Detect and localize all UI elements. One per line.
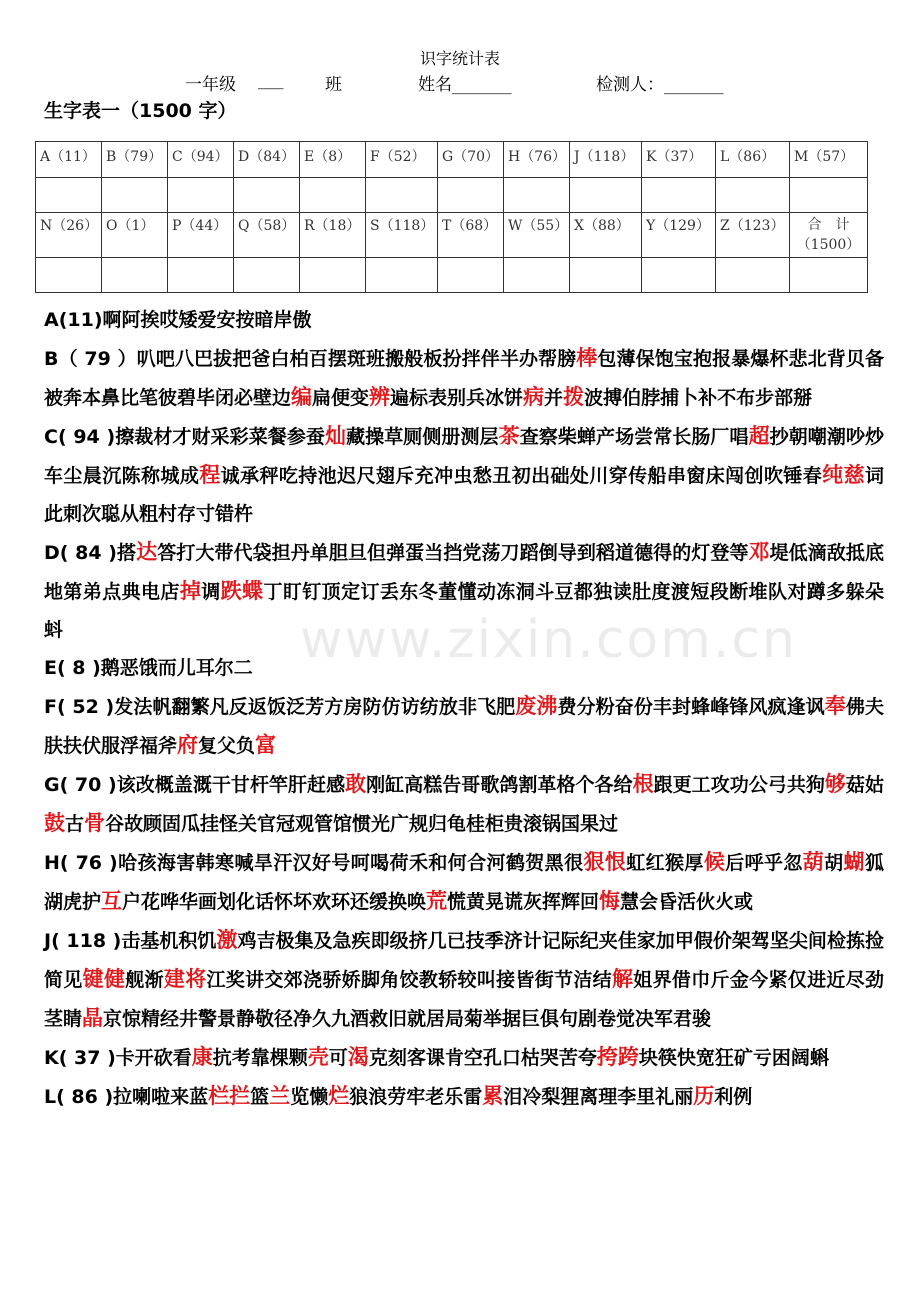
highlighted-char: 茶 (498, 423, 520, 448)
highlighted-char: 跨 (617, 1044, 639, 1069)
highlighted-char: 候 (703, 849, 726, 874)
blank-cell (716, 178, 790, 213)
highlighted-char: 恨 (604, 849, 627, 874)
letter-section (44, 301, 884, 339)
highlighted-char: 够 (824, 771, 846, 796)
blank-cell (102, 258, 168, 293)
highlighted-char: 将 (185, 966, 207, 991)
blank-cell (438, 258, 504, 293)
highlighted-char: 烂 (328, 1083, 350, 1108)
blank-cell (504, 258, 570, 293)
blank-cell (36, 258, 102, 293)
highlighted-char: 府 (177, 732, 199, 757)
highlighted-char: 康 (191, 1044, 213, 1069)
table-cell: Q（58） (234, 213, 300, 258)
blank-cell (234, 178, 300, 213)
highlighted-char: 达 (136, 539, 158, 564)
highlighted-char: 奉 (824, 693, 846, 718)
blank-cell (790, 178, 868, 213)
class-label: 班 (325, 75, 342, 95)
highlighted-char: 狠 (583, 849, 605, 874)
highlighted-char: 程 (199, 462, 221, 487)
blank-cell (790, 258, 868, 293)
table-cell: K（37） (642, 142, 716, 178)
blank-cell (300, 258, 366, 293)
total-cell (790, 213, 868, 258)
section-heading: H( 76 ) (44, 852, 118, 874)
letter-section (44, 417, 884, 533)
highlighted-char: 富 (255, 732, 277, 757)
page-title: 识字统计表 (419, 49, 500, 68)
highlighted-char: 壳 (307, 1044, 329, 1069)
highlighted-char: 渴 (347, 1044, 369, 1069)
section-heading: F( 52 ) (44, 696, 115, 718)
table-cell: T（68） (438, 213, 504, 258)
blank-cell (438, 178, 504, 213)
table-cell: L（86） (716, 142, 790, 178)
section-chars: 鹅恶饿而儿耳尔二 (100, 657, 253, 679)
highlighted-char: 激 (216, 927, 238, 952)
letter-section (44, 765, 884, 843)
table-cell: F（52） (366, 142, 438, 178)
section-heading: L( 86 ) (44, 1086, 114, 1108)
highlighted-char: 葫 (802, 849, 825, 874)
highlighted-char: 纯 (822, 462, 844, 487)
highlighted-char: 蝴 (843, 849, 865, 874)
blank-cell (570, 258, 642, 293)
table-row (36, 258, 868, 293)
highlighted-char: 灿 (324, 423, 347, 448)
highlighted-char: 辨 (369, 384, 391, 409)
table-cell: S（118） (366, 213, 438, 258)
table-cell: O（1） (102, 213, 168, 258)
blank-cell (366, 258, 438, 293)
table-cell: G（70） (438, 142, 504, 178)
highlighted-char: 跌 (220, 578, 243, 603)
total-value: （1500） (796, 237, 861, 253)
table-cell: B（79） (102, 142, 168, 178)
section-chars: 擦裁材才财采彩菜餐参蚕灿藏操草厕侧册测层茶查察柴蝉产场尝常长肠厂唱超抄朝嘲潮吵炒车尘晨沉陈称城成程诚承秤吃持池迟尺翅斥充冲虫愁丑初出础处川穿传船串窗床闯创吹锤春纯慈词此刺次聪从粗村存寸错杵 (44, 423, 885, 525)
highlighted-char: 病 (523, 384, 545, 409)
highlighted-char: 历 (693, 1083, 715, 1108)
table-row (36, 213, 868, 258)
highlighted-char: 编 (291, 384, 313, 409)
blank-cell (366, 178, 438, 213)
grade-blank: ___ (258, 70, 284, 90)
table-cell: R（18） (300, 213, 366, 258)
table-cell: N（26） (36, 213, 102, 258)
highlighted-char: 废 (515, 693, 537, 718)
letter-section (44, 339, 884, 417)
table-row (36, 142, 868, 178)
section-heading: D( 84 ) (44, 542, 117, 564)
section-chars: 哈孩海害韩寒喊旱汗汉好号呵喝荷禾和何合河鹤贺黑很狠恨虹红猴厚候后呼乎忽葫胡蝴狐湖虎护互户花哗华画划化话怀坏欢环还缓换唤荒慌黄晃谎灰挥辉回悔慧会昏活伙火或 (44, 849, 884, 913)
char-list (44, 301, 884, 1116)
highlighted-char: 挎 (596, 1044, 618, 1069)
highlighted-char: 拦 (229, 1083, 251, 1108)
section-chars: 击基机积饥激鸡吉极集及急疾即级挤几已技季济计记际纪夹佳家加甲假价架驾坚尖间检拣捡简见键健舰渐建将江奖讲交郊浇骄娇脚角饺教轿较叫接皆街节洁结解姐界借巾斤金今紧仅进近尽劲茎睛晶京惊精经井警景静敬径净久九酒救旧就居局菊举据巨俱句剧卷觉决军君骏 (44, 927, 884, 1030)
highlighted-char: 慈 (843, 462, 865, 487)
letter-section (44, 843, 884, 921)
total-label: 合 计 (807, 217, 850, 233)
highlighted-char: 根 (632, 771, 654, 796)
stats-table (35, 141, 868, 293)
section-chars: 叭吧八巴拔把爸白柏百摆斑班搬般板扮拌伴半办帮膀棒包薄保饱宝抱报暴爆杯悲北背贝备被奔本鼻比笔彼碧毕闭必壁边编扁便变辨遍标表别兵冰饼病并拨波搏伯脖捕卜补不布步部掰 (44, 345, 884, 409)
highlighted-char: 互 (101, 888, 123, 913)
table-cell: J（118） (570, 142, 642, 178)
blank-cell (504, 178, 570, 213)
section-chars: 该改概盖溉干甘杆竿肝赶感敢刚缸高糕告哥歌鸽割革格个各给根跟更工攻功公弓共狗够菇姑鼓古骨谷故顾固瓜挂怪关官冠观管馆惯光广规归龟桂柜贵滚锅国果过 (44, 771, 884, 835)
highlighted-char: 敢 (345, 771, 367, 796)
letter-section (44, 1077, 884, 1116)
section-chars: 发法帆翻繁凡反返饭泛芳方房防仿访纺放非飞肥废沸费分粉奋份丰封蜂峰锋风疯逢讽奉佛夫肤扶伏服浮福斧府复父负富 (44, 693, 884, 757)
highlighted-char: 健 (103, 966, 126, 991)
table-cell: E（8） (300, 142, 366, 178)
table-cell: D（84） (234, 142, 300, 178)
section-heading: A(11) (44, 309, 103, 331)
table-cell: M（57） (790, 142, 868, 178)
section-chars: 啊阿挨哎矮爱安按暗岸傲 (102, 309, 312, 331)
highlighted-char: 建 (163, 966, 186, 991)
blank-cell (716, 258, 790, 293)
highlighted-char: 荒 (426, 888, 448, 913)
blank-cell (234, 258, 300, 293)
highlighted-char: 累 (482, 1083, 504, 1108)
blank-cell (642, 178, 716, 213)
highlighted-char: 掉 (179, 578, 202, 603)
section-chars: 卡开砍看康抗考靠棵颗壳可渴克刻客课肯空孔口枯哭苦夸挎跨块筷快宽狂矿亏困阔蝌 (115, 1044, 829, 1069)
section-subtitle: 生字表一（1500 字） (44, 100, 237, 122)
section-heading: E( 8 ) (44, 657, 101, 679)
letter-section (44, 1038, 884, 1077)
highlighted-char: 棒 (576, 345, 598, 370)
highlighted-char: 悔 (599, 888, 621, 913)
watermark: www.zixin.com.cn (300, 610, 797, 670)
section-heading: J( 118 ) (44, 930, 122, 952)
table-cell: X（88） (570, 213, 642, 258)
blank-cell (168, 178, 234, 213)
highlighted-char: 栏 (208, 1083, 230, 1108)
highlighted-char: 蝶 (242, 578, 264, 603)
section-chars: 搭达答打大带代袋担丹单胆旦但弹蛋当挡党荡刀蹈倒导到稻道德得的灯登等邓堤低滴敌抵底地第弟点典电店掉调跌蝶丁盯钉顶定订丢东冬董懂动冻洞斗豆都独读肚度渡短段断堆队对蹲多躲朵蚪 (44, 539, 884, 641)
table-cell: H（76） (504, 142, 570, 178)
blank-cell (570, 178, 642, 213)
letter-section (44, 921, 884, 1038)
table-cell: A（11） (36, 142, 102, 178)
table-cell: C（94） (168, 142, 234, 178)
name-field: 姓名_______ (418, 75, 512, 95)
blank-cell (642, 258, 716, 293)
table-cell: W（55） (504, 213, 570, 258)
section-heading: K( 37 ) (44, 1047, 116, 1069)
table-cell: Z（123） (716, 213, 790, 258)
blank-cell (168, 258, 234, 293)
table-cell: P（44） (168, 213, 234, 258)
section-chars: 拉喇啦来蓝栏拦篮兰览懒烂狼浪劳牢老乐雷累泪冷梨狸离理李里礼丽历利例 (113, 1083, 753, 1108)
highlighted-char: 兰 (269, 1083, 291, 1108)
inspector-field: 检测人：_______ (596, 75, 724, 95)
grade-label: 一年级 (185, 75, 236, 95)
blank-cell (36, 178, 102, 213)
section-heading: B（ 79 ） (44, 348, 137, 370)
highlighted-char: 超 (748, 423, 770, 448)
blank-cell (300, 178, 366, 213)
table-cell: Y（129） (642, 213, 716, 258)
highlighted-char: 沸 (536, 693, 558, 718)
highlighted-char: 拨 (563, 384, 585, 409)
highlighted-char: 鼓 (44, 810, 65, 835)
blank-cell (102, 178, 168, 213)
highlighted-char: 骨 (84, 810, 106, 835)
highlighted-char: 邓 (748, 539, 770, 564)
section-heading: C( 94 ) (44, 426, 116, 448)
table-row (36, 178, 868, 213)
highlighted-char: 晶 (82, 1005, 104, 1030)
section-heading: G( 70 ) (44, 774, 117, 796)
highlighted-char: 解 (611, 966, 634, 991)
highlighted-char: 键 (82, 966, 104, 991)
letter-section (44, 687, 884, 765)
